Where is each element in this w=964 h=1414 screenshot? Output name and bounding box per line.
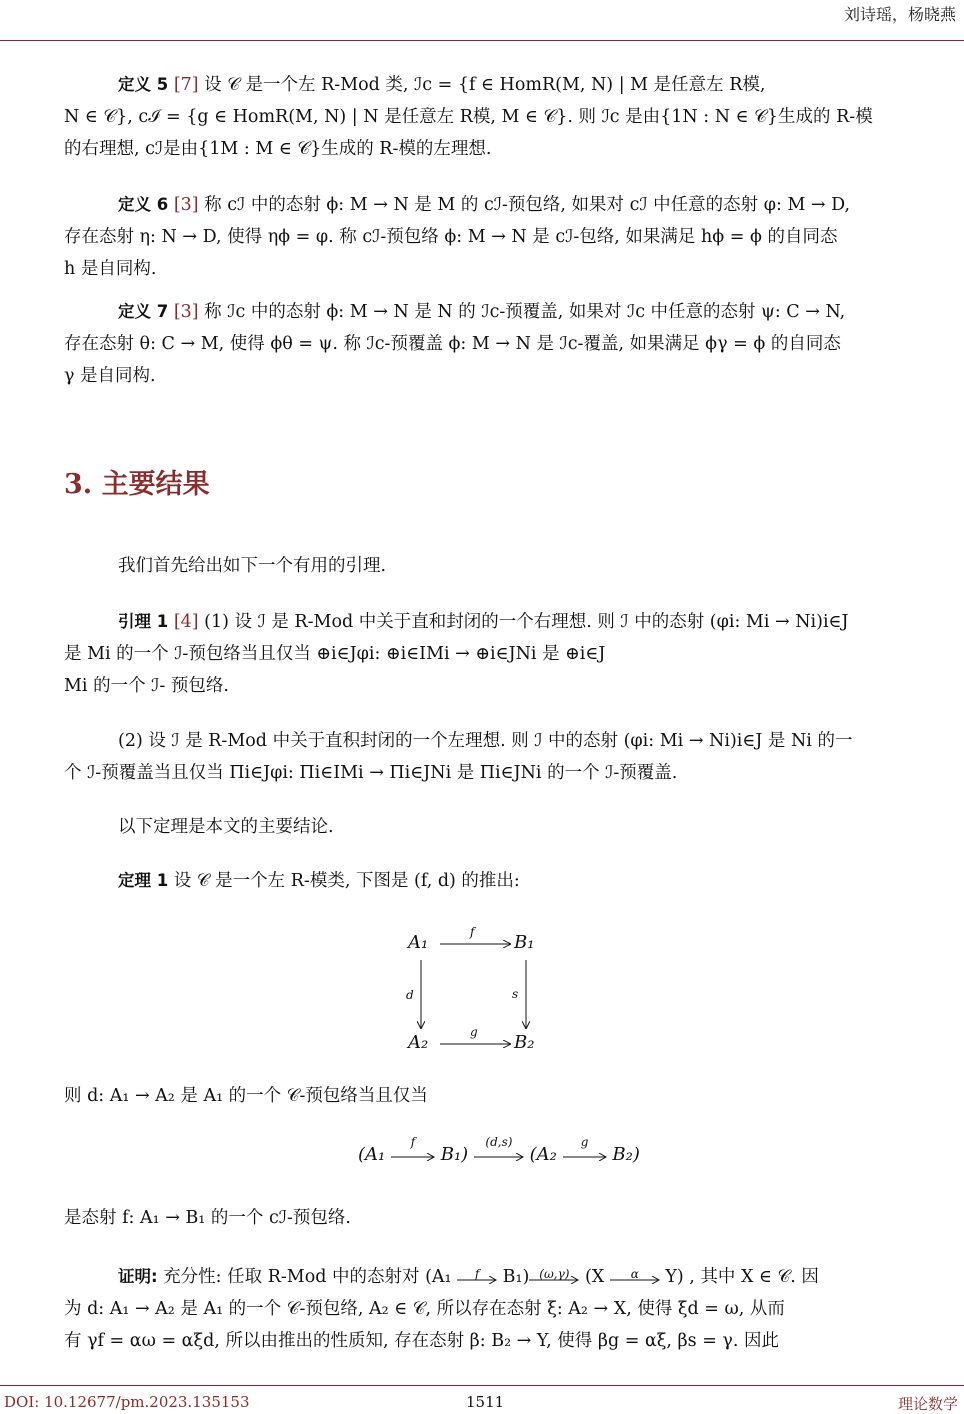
definition-7-line-2: 存在态射 θ: C → M, 使得 ϕθ = ψ. 称 ℐc-预覆盖 ϕ: M → N 是 ℐc-覆盖, 如果满足 ϕγ = ϕ 的自同态 <box>64 334 841 354</box>
node-b2: B₂ <box>514 1032 535 1053</box>
label-d: d <box>406 988 414 1002</box>
running-header-authors: 刘诗瑶，杨晓燕 <box>843 5 956 24</box>
pushout-diagram <box>400 920 560 1065</box>
citation-3[interactable]: [3] <box>173 195 199 215</box>
proof-line-1c: (X <box>579 1267 610 1287</box>
lemma-1-label: 引理 1 <box>118 612 169 631</box>
proof-line-1b: B₁) <box>497 1267 530 1287</box>
node-b1: B₁ <box>514 932 535 953</box>
seq-b2: B₂) <box>612 1144 640 1165</box>
seq-label-ds: (d,s) <box>485 1135 513 1149</box>
definition-7-line-3: γ 是自同构. <box>64 366 156 386</box>
seq-a2: (A₂ <box>529 1144 557 1165</box>
header-rule <box>0 40 964 41</box>
lemma-1-line-2: 是 Mi 的一个 ℐ-预包络当且仅当 ⊕i∈Jφi: ⊕i∈IMi → ⊕i∈JNi 是 ⊕i∈J <box>64 644 606 664</box>
label-s: s <box>512 987 519 1001</box>
lemma-1-line-1: (1) 设 ℐ 是 R-Mod 中关于直和封闭的一个右理想. 则 ℐ 中的态射 (φi: Mi → Ni)i∈J <box>198 612 849 632</box>
condition-paragraph <box>64 1080 964 1112</box>
lemma-1-part-2-line-1: (2) 设 ℐ 是 R-Mod 中关于直积封闭的一个左理想. 则 ℐ 中的态射 (φi: Mi → Ni)i∈J 是 Ni 的一 <box>118 731 853 751</box>
lemma-1-line-3: Mi 的一个 ℐ- 预包络. <box>64 676 229 696</box>
seq-label-g: g <box>580 1135 589 1149</box>
footer-journal-link[interactable]: 理论数学 <box>897 1395 958 1413</box>
morphism-pair-display <box>358 1135 640 1165</box>
footer-rule <box>0 1385 964 1386</box>
definition-7-line-1: 称 ℐc 中的态射 ϕ: M → N 是 N 的 ℐc-预覆盖, 如果对 ℐc 中任意的态射 ψ: C → N, <box>198 302 846 322</box>
definition-5-label: 定义 5 <box>118 75 169 94</box>
proof-label-f: f <box>474 1266 480 1281</box>
proof-arrow-wg <box>529 1268 579 1288</box>
seq-arrow-ds <box>474 1135 524 1165</box>
footer-doi-link[interactable]: DOI: 10.12677/pm.2023.135153 <box>4 1393 250 1411</box>
condition-text: 则 d: A₁ → A₂ 是 A₁ 的一个 𝒞-预包络当且仅当 <box>64 1086 428 1106</box>
citation-4[interactable]: [4] <box>173 612 199 632</box>
proof-line-2: 为 d: A₁ → A₂ 是 A₁ 的一个 𝒞-预包络, A₂ ∈ 𝒞, 所以存在态射 ξ: A₂ → X, 使得 ξd = ω, 从而 <box>64 1299 785 1319</box>
theorem-1-label: 定理 1 <box>118 871 169 890</box>
proof-arrow-alpha <box>610 1268 660 1288</box>
footer-page-number: 1511 <box>466 1393 505 1411</box>
definition-7 <box>64 296 964 392</box>
citation-7[interactable]: [7] <box>173 75 199 95</box>
proof <box>64 1261 964 1357</box>
theorem-1 <box>64 865 964 897</box>
main-result-intro <box>64 811 964 843</box>
definition-6-line-2: 存在态射 η: N → D, 使得 ηϕ = φ. 称 cℐ-预包络 ϕ: M → N 是 cℐ-包络, 如果满足 hϕ = ϕ 的自同态 <box>64 227 838 247</box>
citation-3[interactable]: [3] <box>173 302 199 322</box>
envelope-text: 是态射 f: A₁ → B₁ 的一个 cℐ-预包络. <box>64 1208 351 1228</box>
lemma-1-part-2 <box>64 725 964 789</box>
node-a1: A₁ <box>408 932 429 953</box>
proof-line-1d: Y) , 其中 X ∈ 𝒞. 因 <box>659 1267 819 1287</box>
proof-label: 证明: <box>118 1267 158 1286</box>
envelope-statement <box>64 1202 964 1234</box>
proof-line-1a: 充分性: 任取 R-Mod 中的态射对 (A₁ <box>157 1267 458 1287</box>
proof-label-wg: (ω,γ) <box>539 1266 570 1281</box>
definition-6-label: 定义 6 <box>118 195 169 214</box>
lemma-1-part-2-line-2: 个 ℐ-预覆盖当且仅当 Πi∈Jφi: Πi∈IMi → Πi∈JNi 是 Πi∈JNi 的一个 ℐ-预覆盖. <box>64 763 678 783</box>
proof-line-3: 有 γf = αω = αξd, 所以由推出的性质知, 存在态射 β: B₂ → Y, 使得 βg = αξ, βs = γ. 因此 <box>64 1331 780 1351</box>
node-a2: A₂ <box>408 1032 429 1053</box>
definition-5 <box>64 69 964 165</box>
theorem-1-text: 设 𝒞 是一个左 R-模类, 下图是 (f, d) 的推出: <box>168 871 520 891</box>
definition-5-line-1: 设 𝒞 是一个左 R-Mod 类, ℐc = {f ∈ HomR(M, N) | M 是任意左 R模, <box>198 75 766 95</box>
seq-arrow-g <box>563 1135 607 1165</box>
proof-arrow-f <box>457 1268 497 1288</box>
definition-6-line-3: h 是自同构. <box>64 259 157 279</box>
seq-label-f: f <box>410 1135 416 1149</box>
definition-5-line-3: 的右理想, cℐ是由{1M : M ∈ 𝒞}生成的 R-模的左理想. <box>64 139 492 159</box>
label-f: f <box>470 925 475 939</box>
intro-text: 我们首先给出如下一个有用的引理. <box>118 556 387 576</box>
seq-arrow-f <box>391 1135 435 1165</box>
definition-6-line-1: 称 cℐ 中的态射 ϕ: M → N 是 M 的 cℐ-预包络, 如果对 cℐ 中任意的态射 φ: M → D, <box>198 195 851 215</box>
definition-5-line-2: N ∈ 𝒞}, cℐ = {g ∈ HomR(M, N) | N 是任意左 R模, M ∈ 𝒞}. 则 ℐc 是由{1N : N ∈ 𝒞}生成的 R-模 <box>64 107 873 127</box>
seq-a1: (A₁ <box>358 1144 386 1165</box>
proof-label-alpha: α <box>630 1266 639 1281</box>
lemma-1 <box>64 606 964 702</box>
intro-paragraph <box>64 550 964 582</box>
label-g: g <box>470 1025 478 1039</box>
section-heading: 3. 主要结果 <box>64 469 210 500</box>
definition-6 <box>64 189 964 285</box>
seq-b1: B₁) <box>440 1144 469 1165</box>
definition-7-label: 定义 7 <box>118 302 169 321</box>
main-result-intro-text: 以下定理是本文的主要结论. <box>118 817 334 837</box>
